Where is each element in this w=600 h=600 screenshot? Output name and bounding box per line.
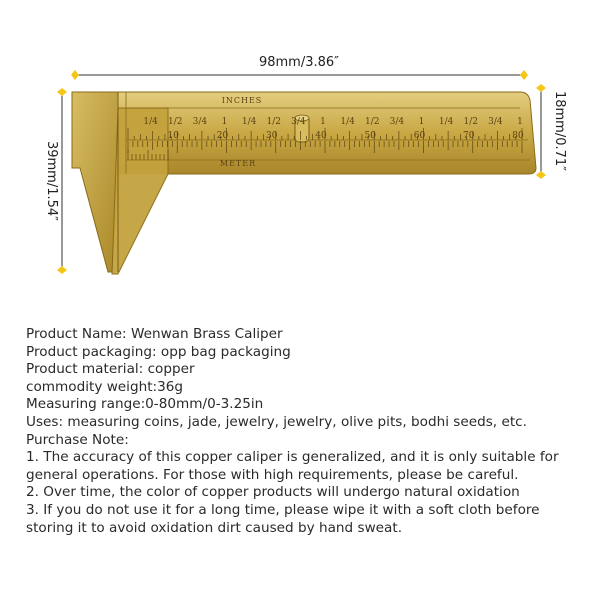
- mm-mark-label: 20: [216, 131, 229, 141]
- inch-mark-label: 1: [320, 117, 326, 127]
- product-weight: commodity weight:36g: [26, 378, 184, 395]
- inch-mark-label: 1/2: [463, 117, 478, 127]
- inch-mark-label: 1/2: [365, 117, 380, 127]
- inch-mark-label: 1: [517, 117, 523, 127]
- inch-mark-label: 1: [221, 117, 228, 127]
- inch-mark-label: 1: [418, 117, 425, 127]
- product-material: Product material: copper: [26, 361, 195, 378]
- inches-label: INCHES: [221, 96, 263, 105]
- mm-mark-label: 50: [364, 131, 376, 141]
- purchase-note-1: 1. The accuracy of this copper caliper is generalized, and it is only suitable for general operations. For those with high requirements, please be careful.: [26, 449, 559, 483]
- mm-mark-label: 60: [413, 131, 426, 141]
- inch-mark-label: 1/4: [241, 117, 257, 127]
- measuring-range: Measuring range:0-80mm/0-3.25in: [26, 396, 264, 413]
- mm-mark-label: 70: [463, 131, 475, 141]
- caliper: [72, 92, 536, 274]
- product-uses: Uses: measuring coins, jade, jewelry, jewelry, olive pits, bodhi seeds, etc.: [26, 413, 527, 430]
- inch-mark-label: 1/2: [266, 117, 281, 127]
- inch-mark-label: 1/2: [168, 117, 183, 127]
- beam-label: 18mm/0.71″: [552, 90, 567, 172]
- meter-label: METER: [219, 159, 257, 168]
- inch-mark-label: 3/4: [192, 117, 208, 127]
- purchase-note-2: 2. Over time, the color of copper products will undergo natural oxidation: [26, 484, 520, 501]
- inch-mark-label: 1/4: [143, 117, 158, 127]
- product-name: Product Name: Wenwan Brass Caliper: [26, 326, 283, 342]
- height-dimension: [44, 88, 67, 274]
- inch-mark-label: 3/4: [291, 117, 306, 127]
- purchase-note-title: Purchase Note:: [26, 431, 129, 448]
- width-label: 98mm/3.86″: [258, 55, 340, 70]
- width-dimension: [71, 55, 528, 80]
- inch-mark-label: 3/4: [389, 117, 405, 127]
- mm-mark-label: 80: [512, 131, 524, 141]
- inch-mark-label: 1/4: [438, 117, 454, 127]
- beam-dimension: [536, 84, 567, 179]
- inch-mark-label: 3/4: [488, 117, 503, 127]
- height-label: 39mm/1.54″: [44, 140, 59, 222]
- product-packaging: Product packaging: opp bag packaging: [26, 343, 291, 360]
- inch-mark-label: 1/4: [340, 117, 355, 127]
- mm-mark-label: 30: [266, 131, 278, 141]
- purchase-note-3: 3. If you do not use it for a long time, please wipe it with a soft cloth before storing it to avoid oxidation dirt caused by hand sweat.: [26, 501, 540, 536]
- mm-mark-label: 10: [167, 131, 179, 141]
- mm-mark-label: 40: [315, 131, 327, 141]
- product-description: [26, 326, 586, 537]
